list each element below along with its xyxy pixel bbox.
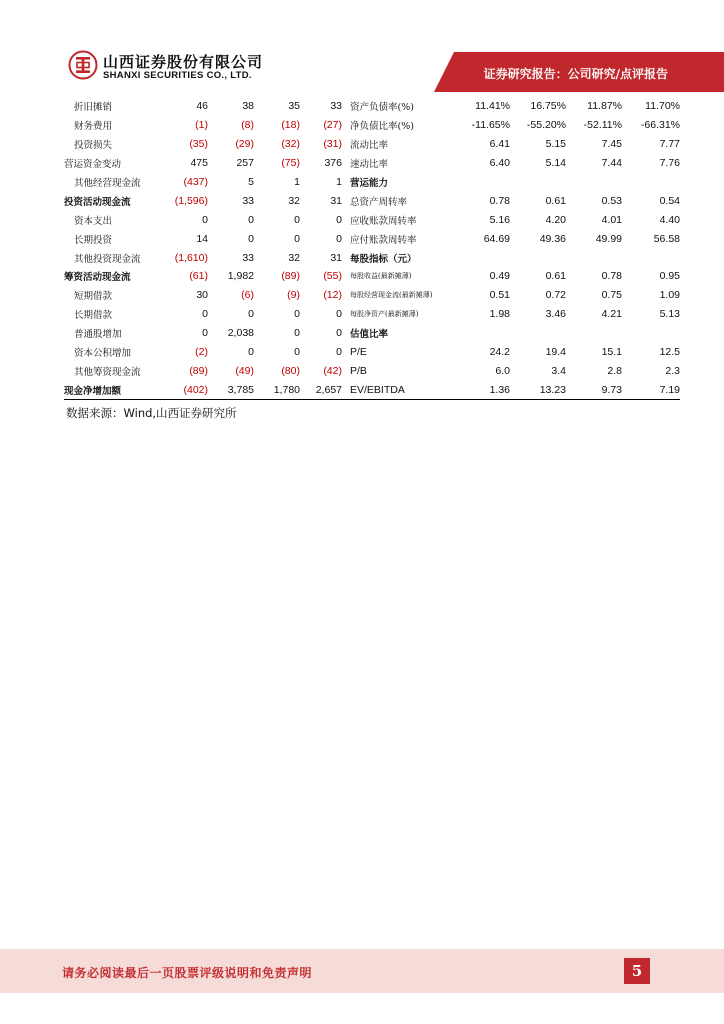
cashflow-item-label: 其他投资现金流 [74,253,141,265]
cashflow-item-label: 长期借款 [74,310,113,322]
data-source-note: 数据来源：Wind,山西证券研究所 [66,406,237,420]
cashflow-value-cell: 32 [288,251,300,264]
ratio-value-cell: -52.11% [583,119,622,132]
cashflow-value-cell: 0 [202,308,208,321]
cashflow-item-label: 资本支出 [74,215,113,227]
ratio-value-cell: 1.09 [659,289,680,302]
cashflow-value-cell: 0 [248,213,254,226]
ratio-value-cell [622,324,680,343]
ratio-value-cell [510,248,566,267]
cashflow-item-label: 短期借款 [74,291,113,303]
cashflow-value-cell: 30 [196,289,208,302]
cashflow-item-label: 现金净增加额 [64,380,168,399]
cashflow-value-cell: 0 [294,308,300,321]
table-row [64,173,680,192]
page-number: 5 [624,958,650,984]
ratio-value-cell: 7.45 [601,138,622,151]
ratio-value-cell: 0.51 [489,289,510,302]
ratio-value-cell: 6.41 [489,138,510,151]
cashflow-value-cell: 3,785 [208,380,254,399]
ratio-value-cell: 19.4 [545,346,566,359]
ratio-value-cell: 9.73 [566,380,622,399]
financial-table [64,97,680,400]
table-row [64,267,680,286]
ratio-value-cell: 56.58 [653,232,680,245]
page-header [0,0,724,100]
ratio-value-cell [566,248,622,267]
ratio-value-cell: 6.40 [489,157,510,170]
cashflow-value-cell: 33 [242,194,254,207]
cashflow-value-cell: (35) [189,138,208,151]
cashflow-value-cell: (8) [241,119,254,132]
ratio-value-cell: 11.87% [587,100,622,113]
cashflow-value-cell: 0 [336,213,342,226]
table-row [64,305,680,324]
ratio-value-cell: 7.76 [659,157,680,170]
cashflow-item-label: 其他筹资现金流 [74,366,141,378]
cashflow-value-cell: (42) [323,364,342,377]
ratio-value-cell: 7.44 [601,157,622,170]
table-row [64,248,680,267]
cashflow-value-cell: (49) [235,364,254,377]
cashflow-value-cell: (61) [189,270,208,283]
cashflow-value-cell: 1 [336,176,342,188]
ratio-value-cell: 1.98 [489,308,510,321]
cashflow-value-cell: 0 [336,232,342,245]
ratio-value-cell: 4.01 [601,213,622,226]
ratio-item-label: 流动比率 [350,140,389,152]
cashflow-value-cell: 33 [242,251,254,264]
cashflow-value-cell: (89) [281,270,300,283]
cashflow-value-cell: 33 [330,100,342,113]
cashflow-value-cell: 0 [202,213,208,226]
cashflow-value-cell: (18) [281,119,300,132]
company-name-cn: 山西证券股份有限公司 [103,53,264,71]
cashflow-value-cell: 38 [242,100,254,113]
disclaimer-note: 请务必阅读最后一页股票评级说明和免责声明 [62,966,313,980]
ratio-value-cell: 0.75 [601,289,622,302]
cashflow-value-cell: (89) [189,364,208,377]
ratio-value-cell: 15.1 [601,346,622,359]
cashflow-value-cell: 32 [288,194,300,207]
ratio-value-cell [449,248,510,267]
ratio-value-cell: 5.14 [545,157,566,170]
table-row [64,135,680,154]
cashflow-value-cell: (1) [195,119,208,132]
ratio-item-label: P/E [350,346,367,359]
cashflow-value-cell: 1,780 [254,380,300,399]
ratio-value-cell: 4.40 [659,213,680,226]
cashflow-value-cell: (6) [241,289,254,302]
cashflow-value-cell: (29) [235,138,254,151]
cashflow-value-cell: 1 [294,176,300,188]
table-row [64,324,680,343]
ratio-value-cell [510,324,566,343]
ratio-value-cell [622,173,680,192]
ratio-item-label: 每股净资产(最新摊薄) [350,310,419,319]
cashflow-value-cell: 31 [330,251,342,264]
cashflow-item-label: 投资损失 [74,140,113,152]
cashflow-value-cell: (12) [323,289,342,302]
cashflow-value-cell: 1,982 [227,270,254,283]
cashflow-value-cell: 0 [248,346,254,359]
ratio-value-cell [566,173,622,192]
ratio-value-cell: 0.53 [601,194,622,207]
ratio-value-cell: 5.15 [545,138,566,151]
cashflow-value-cell: 0 [294,327,300,340]
ratio-value-cell: 11.70% [645,100,680,113]
company-name-en: SHANXI SECURITIES CO., LTD. [103,70,252,81]
cashflow-value-cell: 0 [336,327,342,340]
cashflow-value-cell: (1,610) [174,251,208,264]
ratio-value-cell: 16.75% [530,100,566,113]
cashflow-item-label: 资本公积增加 [74,348,132,360]
ratio-value-cell: 7.19 [622,380,680,399]
ratio-value-cell: 5.13 [659,308,680,321]
cashflow-value-cell: (2) [195,346,208,359]
ratio-value-cell: -11.65% [471,119,510,132]
ratio-value-cell: 4.21 [601,308,622,321]
ratio-item-label: 每股指标（元） [350,253,417,265]
cashflow-value-cell: 46 [196,100,208,113]
ratio-item-label: 应付账款周转率 [350,234,417,246]
ratio-value-cell [566,324,622,343]
ratio-value-cell: 4.20 [545,213,566,226]
ratio-item-label: 每股经营现金流(最新摊薄) [350,291,433,300]
cashflow-value-cell: 0 [248,232,254,245]
cashflow-value-cell: (402) [168,380,208,399]
ratio-value-cell: 2.3 [665,364,680,377]
ratio-item-label: 营运能力 [350,178,389,189]
ratio-value-cell [449,324,510,343]
cashflow-item-label: 折旧摊销 [74,102,113,114]
cashflow-value-cell: 2,657 [300,380,342,399]
ratio-item-label: 总资产周转率 [350,196,408,208]
cashflow-value-cell: 14 [196,232,208,245]
ratio-value-cell: 1.36 [449,380,510,399]
table-row [64,154,680,173]
ratio-value-cell [449,173,510,192]
cashflow-item-label: 财务费用 [74,121,113,133]
cashflow-value-cell: (75) [281,157,300,170]
ratio-item-label: 每股收益(最新摊薄) [350,272,412,281]
cashflow-value-cell: 0 [294,232,300,245]
ratio-value-cell: 0.61 [545,270,566,283]
cashflow-item-label: 筹资活动现金流 [64,272,131,284]
ratio-value-cell: 0.61 [545,194,566,207]
cashflow-item-label: 长期投资 [74,234,113,246]
cashflow-value-cell: (80) [281,364,300,377]
ratio-item-label: P/B [350,364,367,377]
ratio-value-cell: 12.5 [659,346,680,359]
cashflow-value-cell: 257 [236,157,254,170]
cashflow-value-cell: 0 [202,327,208,340]
cashflow-value-cell: 2,038 [227,327,254,340]
cashflow-value-cell: 0 [336,308,342,321]
ratio-value-cell: 2.8 [607,364,622,377]
ratio-value-cell: 3.46 [545,308,566,321]
ratio-value-cell: 13.23 [510,380,566,399]
cashflow-value-cell: (1,596) [174,194,208,207]
ratio-value-cell: 3.4 [551,364,566,377]
table-body [64,97,680,400]
ratio-value-cell: 0.72 [545,289,566,302]
cashflow-value-cell: (31) [323,138,342,151]
ratio-value-cell: -66.31% [640,119,680,132]
table-row [64,229,680,248]
cashflow-value-cell: (27) [323,119,342,132]
cashflow-value-cell: 0 [336,346,342,359]
table-row [64,116,680,135]
ratio-item-label: 速动比率 [350,159,389,171]
ratio-item-label: 资产负债率(%) [350,102,414,114]
cashflow-value-cell: 475 [190,157,208,170]
cashflow-value-cell: (437) [183,176,208,188]
page-footer [0,949,724,993]
ratio-value-cell: 0.49 [489,270,510,283]
ratio-value-cell: 5.16 [489,213,510,226]
ratio-value-cell: 11.41% [475,100,510,113]
cashflow-value-cell: 0 [294,213,300,226]
ratio-item-label: 应收账款周转率 [350,215,417,227]
table-row [64,343,680,362]
table-row [64,191,680,210]
ratio-value-cell [622,248,680,267]
shanxi-securities-logo-icon [68,50,98,80]
ratio-value-cell: 0.78 [601,270,622,283]
ratio-value-cell: 24.2 [489,346,510,359]
cashflow-value-cell: 31 [330,194,342,207]
cashflow-value-cell: 376 [324,157,342,170]
ratio-value-cell: 6.0 [495,364,510,377]
table-row [64,210,680,229]
table-row [64,380,680,399]
cashflow-value-cell: 0 [294,346,300,359]
cashflow-value-cell: (9) [287,289,300,302]
ratio-value-cell: 49.36 [539,232,566,245]
ratio-value-cell [510,173,566,192]
cashflow-item-label: 营运资金变动 [64,159,122,171]
ratio-value-cell: 0.95 [659,270,680,283]
cashflow-item-label: 投资活动现金流 [64,196,131,208]
ratio-value-cell: 7.77 [659,138,680,151]
ratio-value-cell: 0.78 [489,194,510,207]
cashflow-item-label: 普通股增加 [74,329,122,341]
table-row [64,361,680,380]
cashflow-item-label: 其他经营现金流 [74,178,141,189]
ratio-item-label: 净负债比率(%) [350,121,414,133]
ratio-value-cell: 64.69 [483,232,510,245]
ratio-value-cell: -55.20% [526,119,566,132]
cashflow-value-cell: (32) [281,138,300,151]
table-row [64,286,680,305]
cashflow-value-cell: 0 [248,308,254,321]
cashflow-value-cell: 5 [248,176,254,188]
ratio-value-cell: 49.99 [595,232,622,245]
report-type-banner [434,52,724,92]
ratio-item-label: 估值比率 [350,329,389,341]
ratio-value-cell: 0.54 [659,194,680,207]
cashflow-value-cell: (55) [323,270,342,283]
ratio-item-label: EV/EBITDA [342,380,449,399]
cashflow-value-cell: 35 [288,100,300,113]
banner-text: 证券研究报告：公司研究/点评报告 [483,67,668,81]
table-row [64,97,680,116]
